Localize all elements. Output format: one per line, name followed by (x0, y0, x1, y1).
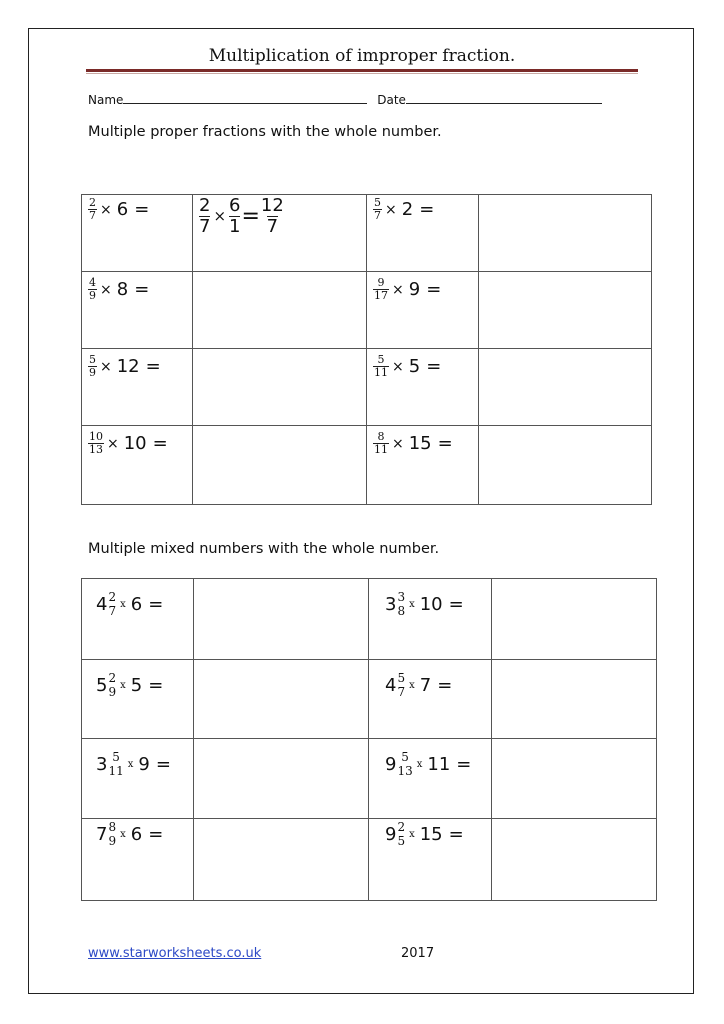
denominator: 9 (108, 833, 117, 848)
fraction-expression (82, 272, 192, 302)
denominator: 7 (374, 209, 381, 223)
mixed-number-expression (369, 739, 491, 779)
table-row (82, 660, 657, 739)
equals-sign: = (148, 675, 164, 697)
fraction-expression (82, 349, 192, 379)
mixed-whole: 4 (96, 594, 108, 616)
answer-cell[interactable] (194, 579, 369, 660)
equals-sign: = (419, 199, 435, 221)
denominator: 11 (374, 443, 388, 457)
times-sign: × (213, 207, 227, 226)
denominator: 8 (397, 603, 406, 618)
problem-cell (82, 739, 194, 819)
numerator: 2 (108, 590, 117, 604)
whole-number: 11 (427, 754, 451, 776)
equals-sign: = (145, 356, 161, 378)
times-sign: × (107, 435, 119, 452)
problem-cell (369, 660, 492, 739)
table-row (82, 579, 657, 660)
worked-result (261, 196, 284, 237)
times-sign: × (100, 358, 112, 375)
numerator: 5 (377, 353, 385, 366)
mixed-whole: 7 (96, 824, 108, 846)
fraction (373, 197, 382, 222)
equals-sign: = (456, 754, 472, 776)
answer-cell[interactable] (479, 426, 652, 505)
fraction-expression (82, 195, 192, 222)
title-rule-shadow (86, 73, 638, 74)
mixed-whole: 3 (96, 754, 108, 776)
whole-number: 6 (130, 594, 143, 616)
whole-number: 7 (419, 675, 432, 697)
fraction (88, 277, 97, 302)
whole-number: 12 (116, 356, 140, 378)
times-sign: x (120, 829, 126, 841)
whole-number: 15 (408, 433, 432, 455)
fraction (373, 354, 389, 379)
mixed-number-expression (82, 819, 193, 849)
problem-cell (367, 272, 479, 349)
numerator: 8 (108, 820, 117, 834)
problem-cell (367, 195, 479, 272)
mixed-numbers-table (81, 578, 657, 901)
answer-cell[interactable] (194, 739, 369, 819)
mixed-fraction (108, 672, 116, 700)
website-link[interactable]: www.starworksheets.co.uk (88, 946, 262, 961)
denominator: 7 (397, 684, 406, 699)
fraction (373, 277, 389, 302)
table-row (82, 349, 652, 426)
worked-fraction (229, 196, 240, 237)
denominator: 7 (89, 209, 96, 223)
denominator: 7 (266, 215, 279, 237)
fraction-expression (367, 349, 478, 379)
worksheet-title: Multiplication of improper fraction. (208, 46, 516, 66)
problem-cell (369, 819, 492, 901)
whole-number: 15 (419, 824, 443, 846)
mixed-number-expression (82, 739, 193, 779)
numerator: 2 (199, 195, 211, 216)
mixed-fraction (397, 672, 405, 700)
denominator: 9 (89, 366, 96, 380)
denominator: 17 (374, 289, 388, 303)
numerator: 8 (377, 430, 385, 443)
name-label: Name (88, 93, 124, 107)
answer-cell[interactable] (193, 349, 367, 426)
answer-cell[interactable] (479, 349, 652, 426)
table-row (82, 739, 657, 819)
equals-sign: = (155, 754, 171, 776)
denominator: 9 (108, 684, 117, 699)
mixed-fraction (108, 821, 116, 849)
numerator: 2 (89, 196, 96, 209)
mixed-fraction (397, 591, 405, 619)
fraction-expression (367, 426, 478, 456)
answer-cell[interactable] (193, 272, 367, 349)
worked-fraction (199, 196, 210, 237)
denominator: 1 (229, 215, 241, 237)
times-sign: × (100, 201, 112, 218)
times-sign: × (385, 201, 397, 218)
times-sign: x (127, 759, 134, 771)
numerator: 5 (397, 671, 406, 685)
section2-heading: Multiple mixed numbers with the whole number. (88, 541, 440, 557)
times-sign: x (416, 759, 423, 771)
problem-cell (82, 819, 194, 901)
denominator: 13 (397, 763, 413, 778)
equals-sign: = (134, 279, 150, 301)
numerator: 5 (401, 750, 409, 764)
denominator: 7 (199, 215, 211, 237)
section1-heading: Multiple proper fractions with the whole number. (88, 124, 442, 140)
answer-cell[interactable] (193, 426, 367, 505)
equals-sign: = (448, 594, 464, 616)
numerator: 12 (260, 195, 284, 216)
equals-sign: = (241, 203, 260, 229)
times-sign: × (392, 435, 404, 452)
problem-cell (82, 660, 194, 739)
equals-sign: = (152, 433, 168, 455)
whole-number: 5 (408, 356, 421, 378)
table-row (82, 272, 652, 349)
times-sign: x (120, 599, 126, 611)
mixed-fraction (397, 751, 412, 779)
answer-cell[interactable] (492, 739, 657, 819)
whole-number: 10 (419, 594, 443, 616)
equals-sign: = (437, 433, 453, 455)
answer-cell[interactable] (194, 819, 369, 901)
mixed-whole: 3 (385, 594, 397, 616)
numerator: 5 (374, 196, 381, 209)
problem-cell (82, 426, 193, 505)
mixed-number-expression (82, 660, 193, 700)
denominator: 11 (108, 763, 124, 778)
whole-number: 9 (138, 754, 150, 776)
mixed-fraction (108, 751, 123, 779)
problem-cell (367, 349, 479, 426)
year: 2017 (401, 946, 435, 961)
mixed-number-expression (369, 579, 491, 619)
equals-sign: = (426, 356, 442, 378)
fraction-expression (367, 272, 478, 302)
proper-fractions-table (81, 194, 652, 505)
fraction-expression (367, 195, 478, 222)
name-line[interactable] (123, 92, 367, 104)
fraction (88, 197, 97, 222)
equals-sign: = (148, 594, 164, 616)
numerator: 4 (89, 276, 96, 289)
equals-sign: = (448, 824, 464, 846)
fraction (88, 354, 97, 379)
whole-number: 6 (130, 824, 143, 846)
mixed-fraction (108, 591, 116, 619)
fraction-expression (82, 426, 192, 456)
table-row (82, 426, 652, 505)
problem-cell (369, 579, 492, 660)
problem-cell (82, 579, 194, 660)
title-rule (86, 69, 638, 72)
answer-cell[interactable] (492, 579, 657, 660)
equals-sign: = (134, 199, 150, 221)
problem-cell (369, 739, 492, 819)
times-sign: × (392, 281, 404, 298)
mixed-number-expression (82, 579, 193, 619)
mixed-whole: 9 (385, 754, 397, 776)
times-sign: × (100, 281, 112, 298)
answer-cell[interactable] (194, 660, 369, 739)
denominator: 9 (89, 289, 96, 303)
problem-cell (367, 426, 479, 505)
fraction (373, 431, 389, 456)
numerator: 3 (397, 590, 406, 604)
mixed-whole: 5 (96, 675, 108, 697)
numerator: 5 (112, 750, 120, 764)
whole-number: 5 (130, 675, 143, 697)
fraction (88, 431, 104, 456)
answer-cell[interactable] (193, 195, 367, 272)
problem-cell (82, 349, 193, 426)
numerator: 2 (397, 820, 406, 834)
date-label: Date (377, 93, 406, 107)
mixed-whole: 4 (385, 675, 397, 697)
numerator: 5 (89, 353, 96, 366)
problem-cell (82, 272, 193, 349)
mixed-whole: 9 (385, 824, 397, 846)
times-sign: × (392, 358, 404, 375)
whole-number: 8 (116, 279, 129, 301)
numerator: 2 (108, 671, 117, 685)
answer-cell[interactable] (479, 272, 652, 349)
times-sign: x (409, 599, 415, 611)
equals-sign: = (148, 824, 164, 846)
times-sign: x (409, 680, 415, 692)
whole-number: 2 (401, 199, 414, 221)
times-sign: x (120, 680, 126, 692)
table-row (82, 819, 657, 901)
whole-number: 10 (123, 433, 147, 455)
denominator: 5 (397, 833, 406, 848)
times-sign: x (409, 829, 415, 841)
date-line[interactable] (406, 92, 602, 104)
name-date-row (88, 92, 602, 107)
denominator: 7 (108, 603, 117, 618)
mixed-fraction (397, 821, 405, 849)
numerator: 9 (377, 276, 385, 289)
worked-example (193, 195, 366, 237)
answer-cell[interactable] (479, 195, 652, 272)
whole-number: 6 (116, 199, 129, 221)
numerator: 10 (89, 430, 103, 443)
answer-cell[interactable] (492, 660, 657, 739)
mixed-number-expression (369, 660, 491, 700)
table-row (82, 195, 652, 272)
equals-sign: = (437, 675, 453, 697)
mixed-number-expression (369, 819, 491, 849)
answer-cell[interactable] (492, 819, 657, 901)
whole-number: 9 (408, 279, 421, 301)
problem-cell (82, 195, 193, 272)
numerator: 6 (229, 195, 241, 216)
denominator: 11 (374, 366, 388, 380)
denominator: 13 (89, 443, 103, 457)
equals-sign: = (426, 279, 442, 301)
